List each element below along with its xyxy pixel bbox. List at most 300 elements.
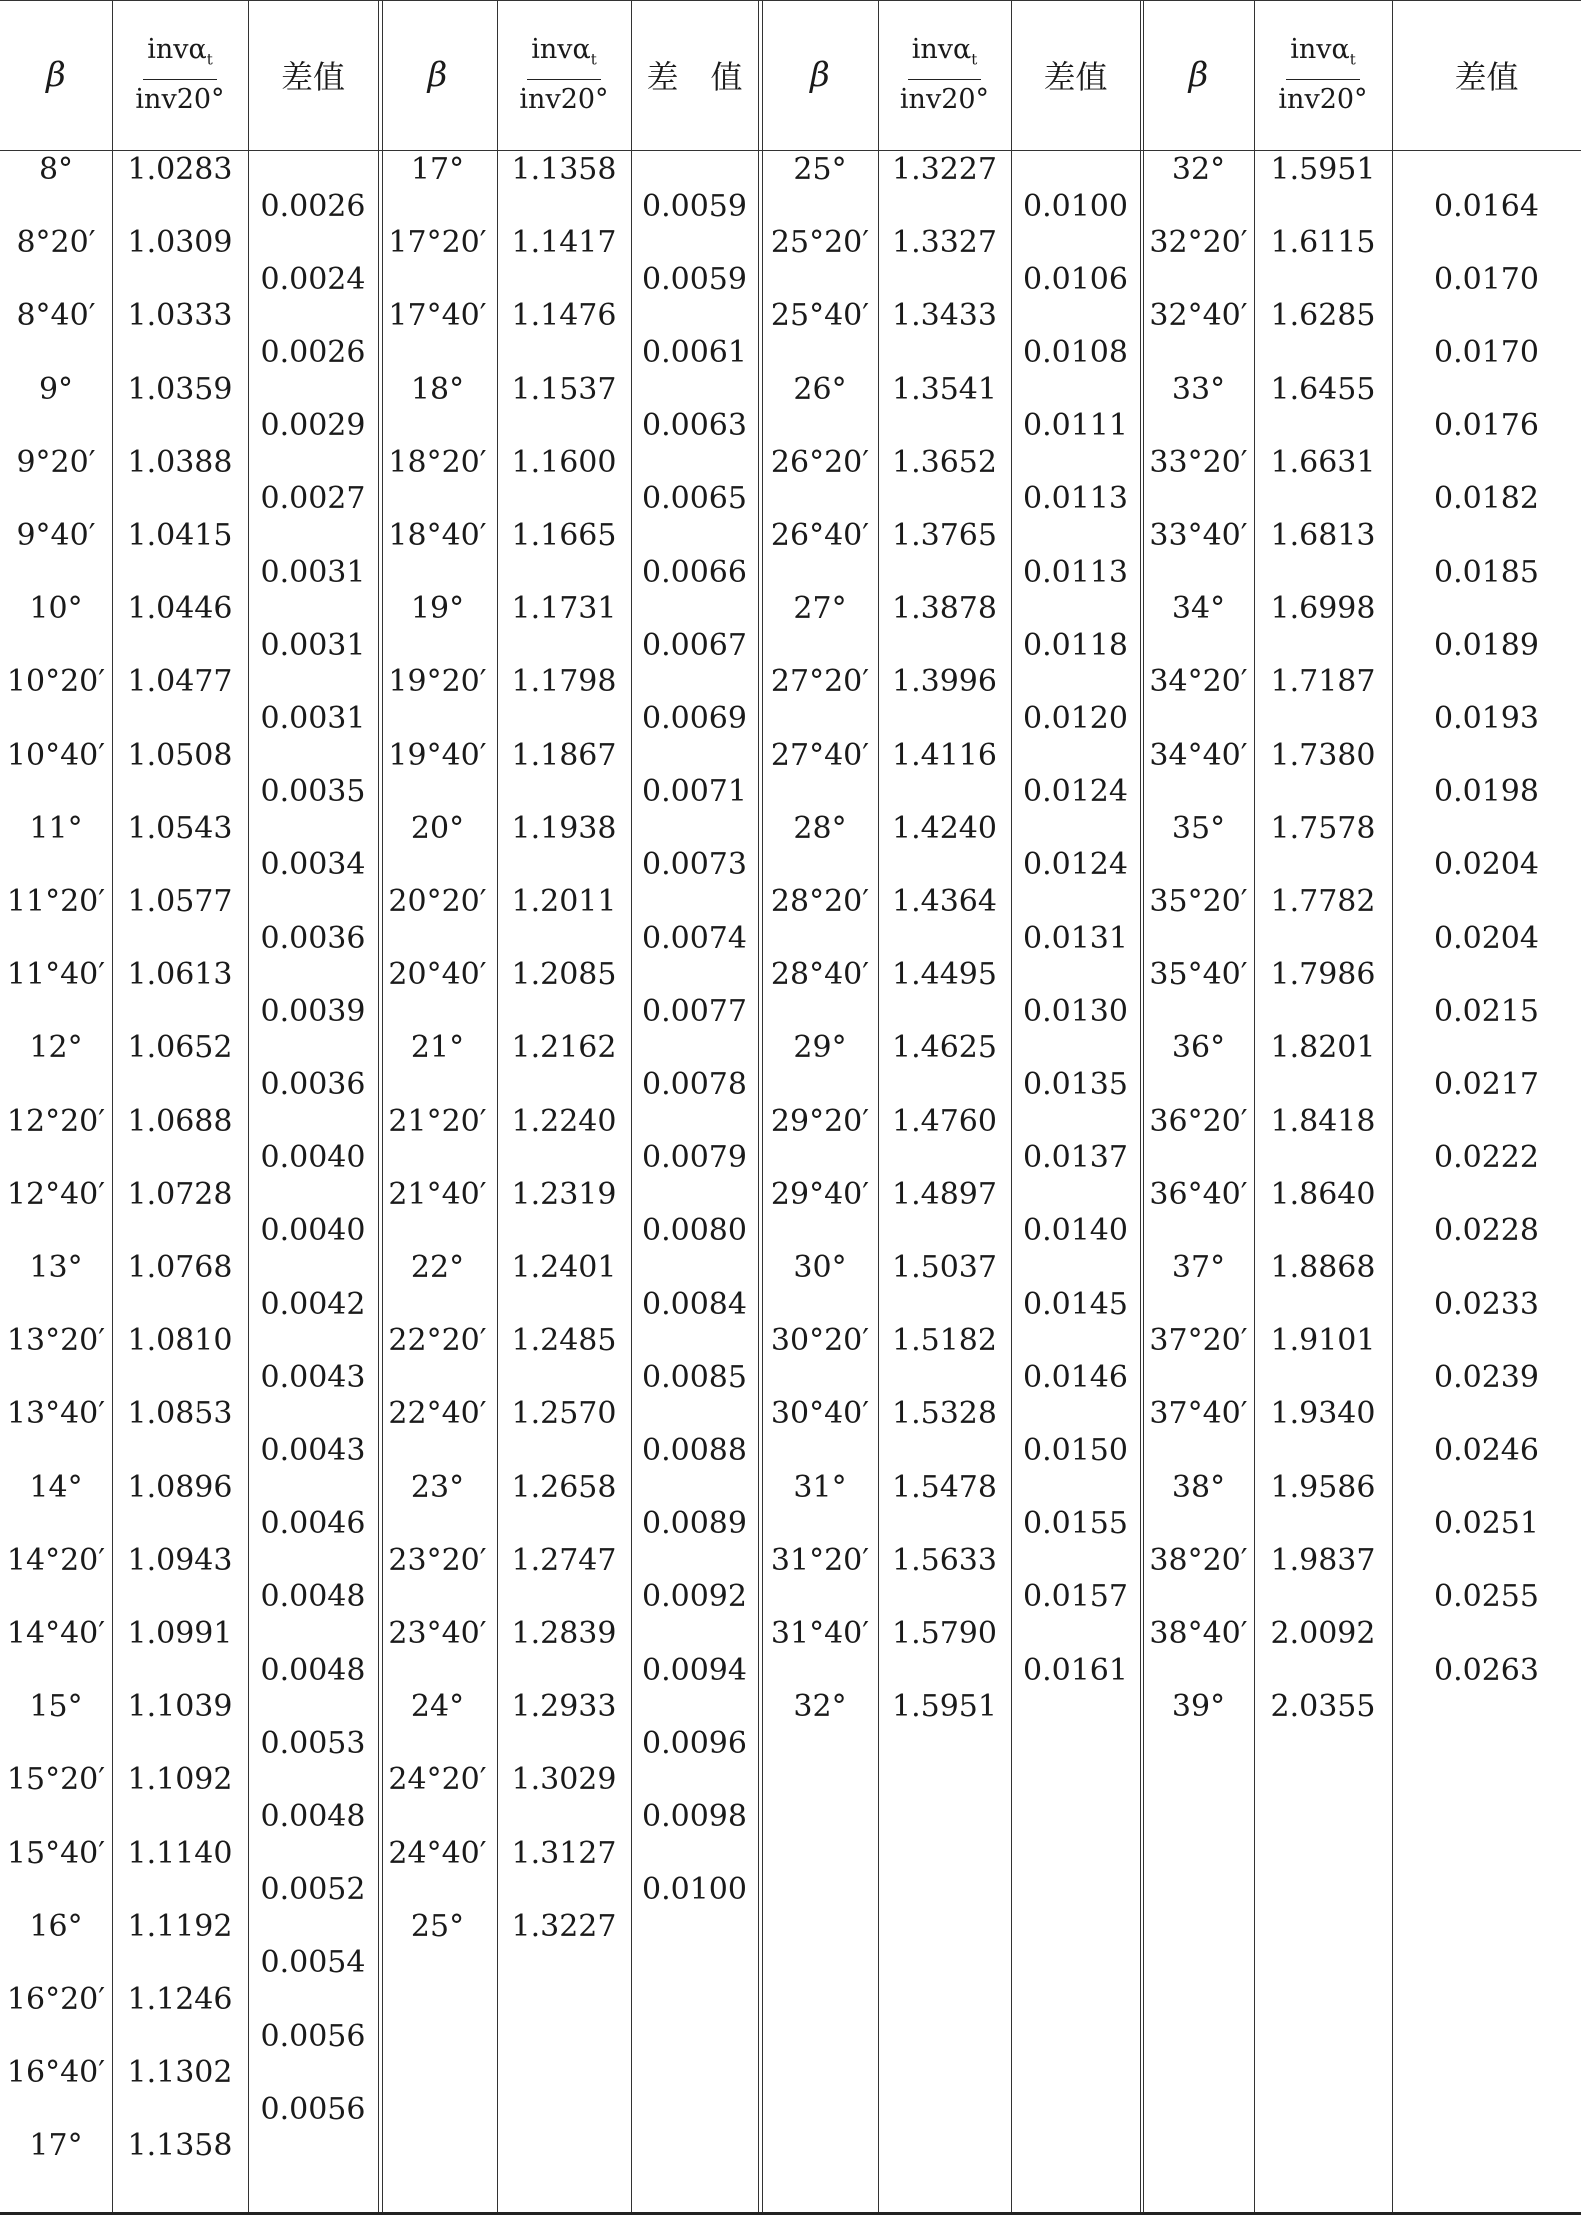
beta-cell: 10° bbox=[29, 591, 83, 627]
beta-cell: 25° bbox=[793, 152, 847, 187]
beta-cell: 19°40′ bbox=[388, 737, 487, 773]
header-rule bbox=[0, 150, 1581, 151]
beta-cell: 13°20′ bbox=[6, 1323, 106, 1359]
beta-cell: 13° bbox=[29, 1250, 83, 1285]
ratio-fraction bbox=[900, 34, 989, 116]
diff-cell: 0.0251 bbox=[1434, 1506, 1539, 1542]
beta-cell: 31°40′ bbox=[770, 1616, 870, 1651]
ratio-cell: 1.0613 bbox=[127, 957, 233, 993]
diff-cell: 0.0124 bbox=[1023, 774, 1128, 810]
ratio-numerator bbox=[908, 34, 982, 80]
beta-cell: 27°20′ bbox=[770, 664, 870, 700]
ratio-cell: 1.0853 bbox=[127, 1396, 233, 1432]
ratio-cell: 1.2162 bbox=[511, 1030, 617, 1066]
ratio-cell: 1.0446 bbox=[127, 591, 233, 627]
ratio-cell: 1.1358 bbox=[511, 152, 617, 187]
column-rule bbox=[758, 0, 759, 2212]
diff-cell: 0.0056 bbox=[260, 2018, 366, 2054]
ratio-cell: 1.0688 bbox=[127, 1103, 233, 1139]
header-diff: 差值 bbox=[1043, 58, 1108, 96]
diff-cell: 0.0040 bbox=[260, 1140, 366, 1176]
beta-cell: 37°20′ bbox=[1149, 1323, 1248, 1359]
diff-cell: 0.0048 bbox=[260, 1579, 366, 1615]
ratio-cell: 1.0359 bbox=[127, 371, 233, 407]
ratio-cell: 1.0477 bbox=[127, 664, 233, 700]
beta-cell: 36° bbox=[1171, 1030, 1226, 1066]
ratio-cell: 1.4897 bbox=[892, 1176, 997, 1212]
diff-cell: 0.0079 bbox=[642, 1140, 747, 1176]
ratio-cell: 1.1938 bbox=[511, 810, 617, 846]
diff-cell: 0.0048 bbox=[260, 1799, 366, 1834]
diff-cell: 0.0059 bbox=[642, 188, 747, 224]
beta-cell: 32° bbox=[1171, 152, 1226, 187]
diff-cell: 0.0096 bbox=[642, 1725, 747, 1761]
beta-cell: 8°20′ bbox=[16, 225, 96, 261]
beta-cell: 34°40′ bbox=[1149, 737, 1248, 773]
beta-cell: 14° bbox=[29, 1469, 83, 1505]
diff-cell: 0.0145 bbox=[1023, 1286, 1128, 1322]
ratio-cell: 1.3878 bbox=[892, 591, 997, 627]
beta-cell: 32° bbox=[793, 1689, 847, 1725]
ratio-fraction bbox=[519, 34, 608, 116]
ratio-cell: 1.1731 bbox=[511, 591, 617, 627]
ratio-cell: 1.3541 bbox=[892, 371, 997, 407]
diff-cell: 0.0157 bbox=[1023, 1579, 1128, 1615]
diff-cell: 0.0131 bbox=[1023, 920, 1128, 956]
ratio-fraction bbox=[1278, 34, 1367, 116]
header-ratio bbox=[112, 0, 248, 150]
beta-cell: 20° bbox=[410, 810, 465, 846]
beta-cell: 25°40′ bbox=[770, 298, 870, 334]
ratio-cell: 1.8201 bbox=[1270, 1030, 1376, 1066]
ratio-cell: 1.3652 bbox=[892, 444, 997, 480]
ratio-cell: 1.4625 bbox=[892, 1030, 997, 1066]
beta-cell: 13°40′ bbox=[6, 1396, 106, 1432]
ratio-cell: 1.0991 bbox=[127, 1616, 233, 1651]
ratio-cell: 1.5478 bbox=[892, 1469, 997, 1505]
diff-cell: 0.0029 bbox=[260, 408, 366, 444]
beta-cell: 18° bbox=[410, 371, 465, 407]
ratio-cell: 1.8418 bbox=[1270, 1103, 1376, 1139]
beta-cell: 23°40′ bbox=[388, 1616, 487, 1651]
ratio-cell: 1.1039 bbox=[127, 1689, 233, 1725]
ratio-numerator bbox=[527, 34, 601, 80]
ratio-cell: 1.2570 bbox=[511, 1396, 617, 1432]
beta-cell: 35° bbox=[1171, 810, 1226, 846]
beta-cell: 20°20′ bbox=[388, 884, 487, 919]
beta-cell: 8°40′ bbox=[16, 298, 96, 334]
diff-cell: 0.0080 bbox=[642, 1213, 747, 1249]
beta-cell: 21°20′ bbox=[388, 1103, 487, 1139]
diff-cell: 0.0176 bbox=[1434, 408, 1539, 444]
ratio-cell: 1.1092 bbox=[127, 1762, 233, 1798]
beta-cell: 10°40′ bbox=[6, 737, 106, 773]
diff-cell: 0.0026 bbox=[260, 335, 366, 370]
ratio-cell: 1.4364 bbox=[892, 884, 997, 919]
ratio-cell: 1.2485 bbox=[511, 1323, 617, 1359]
diff-cell: 0.0124 bbox=[1023, 847, 1128, 883]
beta-cell: 30°40′ bbox=[770, 1396, 870, 1432]
diff-cell: 0.0161 bbox=[1023, 1652, 1128, 1688]
ratio-cell: 1.5328 bbox=[892, 1396, 997, 1432]
ratio-cell: 1.5633 bbox=[892, 1542, 997, 1578]
diff-cell: 0.0059 bbox=[642, 261, 747, 297]
beta-cell: 29°40′ bbox=[770, 1176, 870, 1212]
ratio-cell: 1.8640 bbox=[1270, 1176, 1376, 1212]
diff-cell: 0.0215 bbox=[1434, 993, 1539, 1029]
ratio-cell: 1.0652 bbox=[127, 1030, 233, 1066]
ratio-cell: 1.7380 bbox=[1270, 737, 1376, 773]
header-beta: β bbox=[1188, 55, 1209, 95]
diff-cell: 0.0204 bbox=[1434, 847, 1539, 883]
diff-cell: 0.0204 bbox=[1434, 920, 1539, 956]
beta-cell: 12°40′ bbox=[6, 1176, 106, 1212]
header-ratio bbox=[1254, 0, 1392, 150]
ratio-cell: 1.6115 bbox=[1270, 225, 1376, 261]
ratio-cell: 1.0810 bbox=[127, 1323, 233, 1359]
beta-cell: 31° bbox=[793, 1469, 847, 1505]
diff-cell: 0.0140 bbox=[1023, 1213, 1128, 1249]
beta-cell: 26° bbox=[793, 371, 847, 407]
beta-cell: 14°40′ bbox=[6, 1616, 106, 1651]
ratio-cell: 1.6631 bbox=[1270, 444, 1376, 480]
diff-cell: 0.0120 bbox=[1023, 701, 1128, 736]
diff-cell: 0.0100 bbox=[642, 1872, 747, 1908]
diff-cell: 0.0066 bbox=[642, 554, 747, 590]
beta-cell: 17°20′ bbox=[388, 225, 487, 261]
beta-cell: 23°20′ bbox=[388, 1542, 487, 1578]
column-rule bbox=[1392, 0, 1393, 2212]
ratio-cell: 1.5951 bbox=[1270, 152, 1376, 187]
beta-cell: 18°40′ bbox=[388, 518, 487, 553]
diff-cell: 0.0193 bbox=[1434, 701, 1539, 736]
header-beta: β bbox=[810, 55, 830, 95]
ratio-cell: 1.7578 bbox=[1270, 810, 1376, 846]
bottom-rule bbox=[0, 2212, 1581, 2215]
ratio-cell: 2.0092 bbox=[1270, 1616, 1376, 1651]
diff-cell: 0.0024 bbox=[260, 261, 366, 297]
beta-cell: 34° bbox=[1171, 591, 1226, 627]
beta-cell: 12° bbox=[29, 1030, 83, 1066]
beta-cell: 15° bbox=[29, 1689, 83, 1725]
beta-cell: 15°40′ bbox=[6, 1835, 106, 1871]
ratio-cell: 1.1537 bbox=[511, 371, 617, 407]
beta-cell: 19°20′ bbox=[388, 664, 487, 700]
beta-cell: 38°20′ bbox=[1149, 1542, 1248, 1578]
beta-cell: 30°20′ bbox=[770, 1323, 870, 1359]
header-diff: 差值 bbox=[280, 58, 345, 96]
ratio-cell: 1.4760 bbox=[892, 1103, 997, 1139]
diff-cell: 0.0077 bbox=[642, 993, 747, 1029]
beta-cell: 18°20′ bbox=[388, 444, 487, 480]
beta-cell: 16°40′ bbox=[6, 2055, 106, 2091]
diff-cell: 0.0048 bbox=[260, 1652, 366, 1688]
beta-cell: 10°20′ bbox=[6, 664, 106, 700]
beta-cell: 11°40′ bbox=[6, 957, 106, 993]
diff-cell: 0.0150 bbox=[1023, 1433, 1128, 1468]
ratio-cell: 1.1476 bbox=[511, 298, 617, 334]
ratio-cell: 1.9101 bbox=[1270, 1323, 1376, 1359]
diff-cell: 0.0135 bbox=[1023, 1067, 1128, 1102]
diff-cell: 0.0155 bbox=[1023, 1506, 1128, 1542]
diff-cell: 0.0073 bbox=[642, 847, 747, 883]
beta-cell: 33° bbox=[1171, 371, 1226, 407]
ratio-cell: 1.0508 bbox=[127, 737, 233, 773]
diff-cell: 0.0089 bbox=[642, 1506, 747, 1542]
diff-cell: 0.0170 bbox=[1434, 261, 1539, 297]
ratio-cell: 1.0283 bbox=[127, 152, 233, 187]
ratio-numerator bbox=[143, 34, 217, 80]
diff-cell: 0.0036 bbox=[260, 920, 366, 956]
ratio-cell: 1.0415 bbox=[127, 518, 233, 553]
diff-cell: 0.0067 bbox=[642, 627, 747, 663]
beta-cell: 26°20′ bbox=[770, 444, 870, 480]
ratio-cell: 1.0896 bbox=[127, 1469, 233, 1505]
diff-cell: 0.0027 bbox=[260, 481, 366, 517]
beta-cell: 19° bbox=[410, 591, 465, 627]
ratio-cell: 1.2011 bbox=[511, 884, 617, 919]
ratio-cell: 1.1140 bbox=[127, 1835, 233, 1871]
diff-cell: 0.0031 bbox=[260, 701, 366, 736]
ratio-numerator-subscript: t bbox=[971, 50, 978, 69]
diff-cell: 0.0189 bbox=[1434, 627, 1539, 663]
ratio-denominator: inv20° bbox=[899, 84, 990, 116]
diff-cell: 0.0046 bbox=[260, 1506, 366, 1542]
beta-cell: 37° bbox=[1171, 1250, 1226, 1285]
diff-cell: 0.0263 bbox=[1434, 1652, 1539, 1688]
diff-cell: 0.0071 bbox=[642, 774, 747, 810]
ratio-cell: 1.2839 bbox=[511, 1616, 617, 1651]
beta-cell: 15°20′ bbox=[6, 1762, 106, 1798]
ratio-numerator-text: invα bbox=[1290, 33, 1350, 65]
beta-cell: 22°20′ bbox=[388, 1323, 487, 1359]
ratio-denominator: inv20° bbox=[135, 84, 225, 116]
ratio-cell: 1.2658 bbox=[511, 1469, 617, 1505]
beta-cell: 17° bbox=[410, 152, 465, 187]
beta-cell: 28° bbox=[793, 810, 847, 846]
beta-cell: 29°20′ bbox=[770, 1103, 870, 1139]
diff-cell: 0.0198 bbox=[1434, 774, 1539, 810]
beta-cell: 33°20′ bbox=[1149, 444, 1248, 480]
ratio-cell: 1.2319 bbox=[511, 1176, 617, 1212]
diff-cell: 0.0239 bbox=[1434, 1359, 1539, 1395]
ratio-cell: 1.5182 bbox=[892, 1323, 997, 1359]
beta-cell: 21° bbox=[410, 1030, 465, 1066]
beta-cell: 26°40′ bbox=[770, 518, 870, 553]
diff-cell: 0.0137 bbox=[1023, 1140, 1128, 1176]
diff-cell: 0.0092 bbox=[642, 1579, 747, 1615]
beta-cell: 29° bbox=[793, 1030, 847, 1066]
diff-cell: 0.0084 bbox=[642, 1286, 747, 1322]
beta-cell: 33°40′ bbox=[1149, 518, 1248, 553]
diff-cell: 0.0063 bbox=[642, 408, 747, 444]
beta-cell: 23° bbox=[410, 1469, 465, 1505]
beta-cell: 20°40′ bbox=[388, 957, 487, 993]
ratio-cell: 1.1358 bbox=[127, 2128, 233, 2164]
ratio-cell: 1.0577 bbox=[127, 884, 233, 919]
beta-cell: 34°20′ bbox=[1149, 664, 1248, 700]
diff-cell: 0.0170 bbox=[1434, 335, 1539, 370]
ratio-cell: 1.7782 bbox=[1270, 884, 1376, 919]
beta-cell: 11°20′ bbox=[6, 884, 106, 919]
beta-cell: 16°20′ bbox=[6, 1982, 106, 2017]
ratio-cell: 1.1192 bbox=[127, 1908, 233, 1944]
ratio-cell: 1.3029 bbox=[511, 1762, 617, 1798]
header-beta: β bbox=[427, 55, 448, 95]
beta-cell: 17°40′ bbox=[388, 298, 487, 334]
ratio-cell: 1.3127 bbox=[511, 1835, 617, 1871]
ratio-cell: 1.3227 bbox=[511, 1908, 617, 1944]
ratio-numerator-subscript: t bbox=[206, 50, 213, 69]
beta-cell: 25° bbox=[410, 1908, 465, 1944]
header-ratio bbox=[878, 0, 1011, 150]
diff-cell: 0.0034 bbox=[260, 847, 366, 883]
diff-cell: 0.0098 bbox=[642, 1799, 747, 1834]
ratio-numerator-text: invα bbox=[911, 33, 972, 65]
diff-cell: 0.0118 bbox=[1023, 627, 1128, 663]
diff-cell: 0.0035 bbox=[260, 774, 366, 810]
beta-cell: 24°40′ bbox=[388, 1835, 487, 1871]
diff-cell: 0.0054 bbox=[260, 1945, 366, 1981]
ratio-cell: 1.5037 bbox=[892, 1250, 997, 1285]
diff-cell: 0.0040 bbox=[260, 1213, 366, 1249]
diff-cell: 0.0078 bbox=[642, 1067, 747, 1102]
ratio-cell: 1.2401 bbox=[511, 1250, 617, 1285]
diff-cell: 0.0042 bbox=[260, 1286, 366, 1322]
beta-cell: 22°40′ bbox=[388, 1396, 487, 1432]
beta-cell: 14°20′ bbox=[6, 1542, 106, 1578]
ratio-fraction bbox=[135, 34, 224, 116]
ratio-cell: 1.1246 bbox=[127, 1982, 233, 2017]
diff-cell: 0.0031 bbox=[260, 627, 366, 663]
beta-cell: 27°40′ bbox=[770, 737, 870, 773]
ratio-cell: 1.0543 bbox=[127, 810, 233, 846]
beta-cell: 17° bbox=[29, 2128, 83, 2164]
beta-cell: 21°40′ bbox=[388, 1176, 487, 1212]
ratio-cell: 1.2933 bbox=[511, 1689, 617, 1725]
ratio-cell: 1.0388 bbox=[127, 444, 233, 480]
ratio-cell: 1.3765 bbox=[892, 518, 997, 553]
beta-cell: 28°40′ bbox=[770, 957, 870, 993]
header-diff: 差 值 bbox=[646, 58, 743, 96]
ratio-numerator-text: invα bbox=[147, 33, 207, 65]
ratio-cell: 1.1600 bbox=[511, 444, 617, 480]
diff-cell: 0.0026 bbox=[260, 188, 366, 224]
beta-cell: 38° bbox=[1171, 1469, 1226, 1505]
diff-cell: 0.0043 bbox=[260, 1433, 366, 1468]
diff-cell: 0.0113 bbox=[1023, 481, 1128, 517]
ratio-cell: 2.0355 bbox=[1270, 1689, 1376, 1725]
beta-cell: 12°20′ bbox=[6, 1103, 106, 1139]
ratio-cell: 1.9340 bbox=[1270, 1396, 1376, 1432]
ratio-cell: 1.1665 bbox=[511, 518, 617, 553]
ratio-cell: 1.6455 bbox=[1270, 371, 1376, 407]
diff-cell: 0.0100 bbox=[1023, 188, 1128, 224]
diff-cell: 0.0111 bbox=[1023, 408, 1128, 444]
beta-cell: 9° bbox=[38, 371, 74, 407]
ratio-cell: 1.4240 bbox=[892, 810, 997, 846]
beta-cell: 24° bbox=[410, 1689, 465, 1725]
beta-cell: 39° bbox=[1171, 1689, 1226, 1725]
diff-cell: 0.0108 bbox=[1023, 335, 1128, 370]
beta-cell: 35°20′ bbox=[1149, 884, 1248, 919]
diff-cell: 0.0039 bbox=[260, 993, 366, 1029]
beta-cell: 9°40′ bbox=[16, 518, 96, 553]
beta-cell: 11° bbox=[29, 810, 83, 846]
diff-cell: 0.0233 bbox=[1434, 1286, 1539, 1322]
ratio-numerator-subscript: t bbox=[590, 50, 597, 69]
ratio-cell: 1.6285 bbox=[1270, 298, 1376, 334]
ratio-cell: 1.6998 bbox=[1270, 591, 1376, 627]
beta-cell: 36°40′ bbox=[1149, 1176, 1248, 1212]
ratio-cell: 1.4116 bbox=[892, 737, 997, 773]
diff-cell: 0.0217 bbox=[1434, 1067, 1539, 1102]
diff-cell: 0.0164 bbox=[1434, 188, 1539, 224]
ratio-cell: 1.3327 bbox=[892, 225, 997, 261]
diff-cell: 0.0085 bbox=[642, 1359, 747, 1395]
ratio-cell: 1.3433 bbox=[892, 298, 997, 334]
diff-cell: 0.0182 bbox=[1434, 481, 1539, 517]
beta-cell: 36°20′ bbox=[1149, 1103, 1248, 1139]
column-rule bbox=[1011, 0, 1012, 2212]
ratio-numerator bbox=[1286, 34, 1360, 80]
beta-cell: 16° bbox=[29, 1908, 83, 1944]
diff-cell: 0.0056 bbox=[260, 2091, 366, 2127]
diff-cell: 0.0043 bbox=[260, 1359, 366, 1395]
beta-cell: 30° bbox=[793, 1250, 847, 1285]
ratio-cell: 1.0768 bbox=[127, 1250, 233, 1285]
ratio-cell: 1.2240 bbox=[511, 1103, 617, 1139]
ratio-cell: 1.0333 bbox=[127, 298, 233, 334]
beta-cell: 37°40′ bbox=[1149, 1396, 1248, 1432]
beta-cell: 22° bbox=[410, 1250, 465, 1285]
diff-cell: 0.0113 bbox=[1023, 554, 1128, 590]
ratio-denominator: inv20° bbox=[519, 84, 609, 116]
beta-cell: 9°20′ bbox=[16, 444, 96, 480]
ratio-denominator: inv20° bbox=[1278, 84, 1368, 116]
diff-cell: 0.0052 bbox=[260, 1872, 366, 1908]
header-beta: β bbox=[46, 55, 66, 95]
ratio-cell: 1.1798 bbox=[511, 664, 617, 700]
ratio-cell: 1.9586 bbox=[1270, 1469, 1376, 1505]
beta-cell: 35°40′ bbox=[1149, 957, 1248, 993]
diff-cell: 0.0074 bbox=[642, 920, 747, 956]
ratio-cell: 1.3996 bbox=[892, 664, 997, 700]
ratio-numerator-subscript: t bbox=[1349, 50, 1356, 69]
ratio-cell: 1.5951 bbox=[892, 1689, 997, 1725]
diff-cell: 0.0146 bbox=[1023, 1359, 1128, 1395]
header-diff: 差值 bbox=[1454, 58, 1519, 96]
beta-cell: 27° bbox=[793, 591, 847, 627]
ratio-cell: 1.6813 bbox=[1270, 518, 1376, 553]
beta-cell: 32°40′ bbox=[1149, 298, 1248, 334]
ratio-numerator-text: invα bbox=[531, 33, 591, 65]
ratio-cell: 1.0309 bbox=[127, 225, 233, 261]
diff-cell: 0.0222 bbox=[1434, 1140, 1539, 1176]
diff-cell: 0.0061 bbox=[642, 335, 747, 370]
diff-cell: 0.0036 bbox=[260, 1067, 366, 1102]
ratio-cell: 1.1417 bbox=[511, 225, 617, 261]
ratio-cell: 1.7986 bbox=[1270, 957, 1376, 993]
beta-cell: 38°40′ bbox=[1149, 1616, 1248, 1651]
ratio-cell: 1.1302 bbox=[127, 2055, 233, 2091]
column-rule bbox=[1140, 0, 1141, 2212]
ratio-cell: 1.1867 bbox=[511, 737, 617, 773]
beta-cell: 24°20′ bbox=[388, 1762, 487, 1798]
diff-cell: 0.0069 bbox=[642, 701, 747, 736]
diff-cell: 0.0228 bbox=[1434, 1213, 1539, 1249]
beta-cell: 25°20′ bbox=[770, 225, 870, 261]
